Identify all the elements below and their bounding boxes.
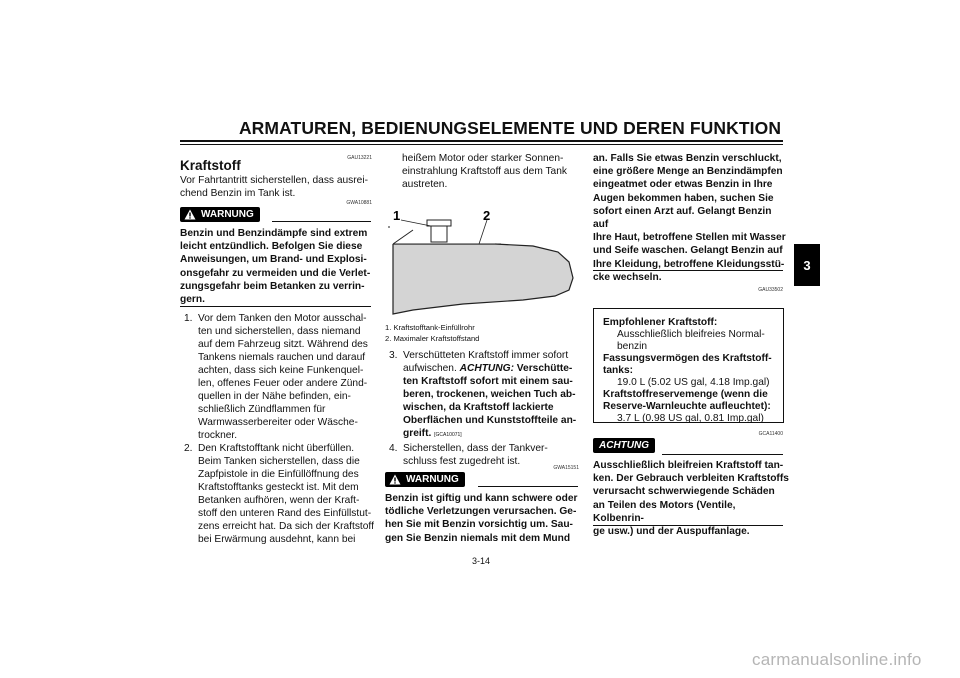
spec-code: GAU33502 [758, 287, 783, 293]
warning-badge-2 [385, 472, 465, 487]
spec-fuel-label: Empfohlener Kraftstoff: [603, 317, 718, 328]
section-code: GAU13221 [347, 155, 372, 161]
section-heading: Kraftstoff [180, 158, 241, 173]
warning-end-rule [180, 306, 371, 307]
filler-tube [431, 224, 447, 242]
list-item: 2. Den Kraftstofftank nicht überfüllen. Beim Tanken sicherstellen, dass die Zapfpistole in die Einfüllöffnung des Kraftstofftanks gesteckt ist. Mit dem Betanken aufhören, wenn der Kraft- stoff den unteren Rand des Einfüllstut- zens erreicht hat. Da sich der Kraftstoff bei Erwärmung ausdehnt, kann bei [184, 443, 374, 545]
caution-code: GCA11400 [758, 431, 783, 437]
header-rule-thin [180, 144, 783, 145]
warning-rule [272, 221, 371, 222]
middle-list [385, 349, 581, 468]
page-number: 3-14 [471, 556, 490, 566]
intro-text: Vor Fahrtantritt sicherstellen, dass ausrei- chend Benzin im Tank ist. [180, 175, 368, 199]
list-item: 3. Verschütteten Kraftstoff immer sofort aufwischen. ACHTUNG: Verschütte- ten Kraftstoff sofort mit einem sau- beren, trockenen, weichen Tuch ab- wischen, da Kraftstoff lackierte Oberflächen und Kunststoffteile an- greift. [GCA10071] [389, 350, 577, 439]
spec-fuel-value: Ausschließlich bleifreies Normal- [617, 329, 765, 340]
caution-badge: ACHTUNG [593, 438, 655, 453]
page-header-title: ARMATUREN, BEDIENUNGSELEMENTE UND DEREN FUNKTION [238, 118, 782, 138]
chapter-tab: 3 [794, 244, 820, 286]
warning-end-rule-2 [593, 270, 783, 271]
list-item: 1. Vor dem Tanken den Motor ausschal- ten und sicherstellen, dass niemand auf dem Fahrzeug sitzt. Während des Tankens niemals rauchen und darauf achten, dass sich keine Funkenquel- len, offenes Feuer oder andere Zünd- quellen in der Nähe befinden, ein- schließlich Zündflammen für Warmwasserbereiter oder Wäsche- trockner. [184, 313, 368, 441]
instruction-list [180, 312, 380, 546]
warning-label: WARNUNG [406, 474, 459, 485]
warning-code-2: GWA15151 [553, 465, 579, 471]
fuel-tank-figure [383, 204, 579, 320]
figure-label-1: 1 [393, 208, 401, 223]
warning-label: WARNUNG [201, 209, 254, 220]
spec-box: Empfohlener Kraftstoff: Ausschließlich bleifreies Normal- benzin Fassungsvermögen des Kraftstoff- tanks: 19.0 L (5.02 US gal, 4.18 Imp.gal) Kraftstoffreservemenge (wenn die Reserve-Warnleuchte aufleuchtet): 3.7 L (0.98 US gal, 0.81 Imp.gal) [593, 308, 784, 423]
caution-rule [662, 454, 783, 455]
tank-body [393, 244, 573, 314]
watermark: carmanualsonline.info [752, 650, 922, 669]
spec-reserve-value: 3.7 L (0.98 US gal, 0.81 Imp.gal) [617, 413, 764, 424]
warning-triangle-icon [389, 474, 401, 485]
warning-text-2: Benzin ist giftig und kann schwere oder tödliche Verletzungen verursachen. Ge- hen Sie mit Benzin vorsichtig um. Sau- gen Sie Benzin niemals mit dem Mund [385, 493, 578, 544]
caution-end-rule [593, 525, 783, 526]
spec-capacity-label: Fassungsvermögen des Kraftstoff- [603, 353, 772, 364]
warning-text: Benzin und Benzindämpfe sind extrem leicht entzündlich. Befolgen Sie diese Anweisungen, um Brand- und Explosi- onsgefahr zu vermeiden und die Verlet- zungsgefahr beim Betanken zu verrin- gern. [180, 228, 371, 306]
list-item: 4. Sicherstellen, dass der Tankver- schluss fest zugedreht ist. [389, 443, 548, 467]
warning-triangle-icon [184, 209, 196, 220]
figure-captions: 1. Kraftstofftank-Einfüllrohr 2. Maximaler Kraftstoffstand [385, 323, 480, 343]
warning-badge [180, 207, 260, 222]
spec-reserve-label: Kraftstoffreservemenge (wenn die [603, 389, 768, 400]
warning-rule-2 [478, 486, 578, 487]
caution-text: Ausschließlich bleifreien Kraftstoff tan- ken. Der Gebrauch verbleiten Kraftstoffs verursacht schwerwiegende Schäden an Teilen des Motors (Ventile, Kolbenrin- ge usw.) und der Auspuffanlage. [593, 460, 789, 538]
header-rule [180, 140, 783, 142]
figure-label-2: 2 [483, 208, 491, 223]
warning-continued: an. Falls Sie etwas Benzin verschluckt, eine größere Menge an Benzindämpfen eingeatmet oder etwas Benzin in Ihre Augen bekommen haben, suchen Sie sofort einen Arzt auf. Gelangt Benzin auf Ihre Haut, betroffene Stellen mit Wasser und Seife waschen. Gelangt Benzin auf Ihre Kleidung, betroffene Kleidungsstü- cke wechseln. [593, 153, 786, 283]
continued-text: heißem Motor oder starker Sonnen- einstrahlung Kraftstoff aus dem Tank austreten. [402, 153, 567, 190]
spec-capacity-value: 19.0 L (5.02 US gal, 4.18 Imp.gal) [617, 377, 770, 388]
warning-code: GWA10881 [346, 200, 372, 206]
